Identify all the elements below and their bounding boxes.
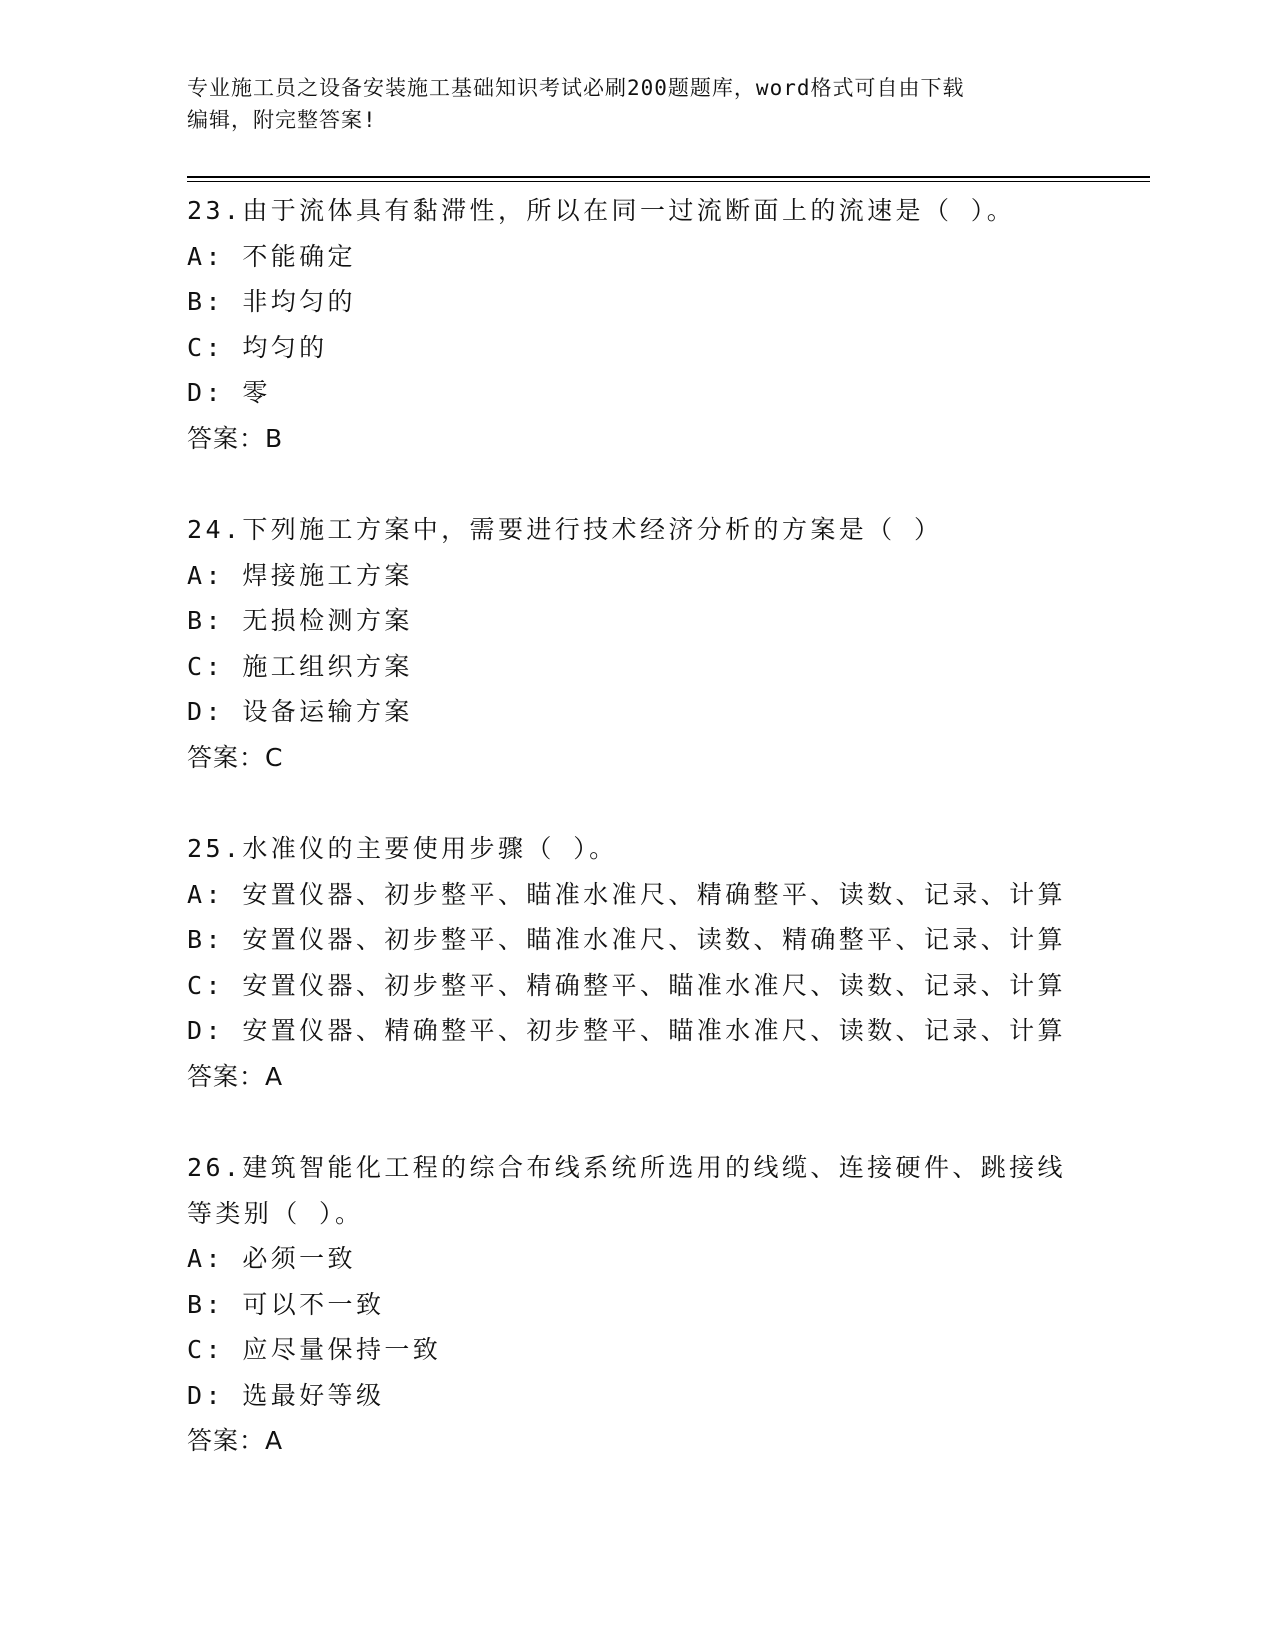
option-a: A: 必须一致 (187, 1244, 356, 1273)
question-25 (187, 826, 1087, 1099)
question-list (187, 188, 1087, 1510)
option-a: A: 焊接施工方案 (187, 560, 413, 590)
question-23 (187, 188, 1087, 461)
header-divider-thin (187, 181, 1150, 182)
option-a: A: 安置仪器、初步整平、瞄准水准尺、精确整平、读数、记录、计算 (187, 879, 1066, 909)
answer: 答案：A (187, 1426, 284, 1455)
option-d: D: 零 (187, 378, 271, 407)
option-b: B: 非均匀的 (187, 287, 356, 316)
option-c: C: 施工组织方案 (187, 651, 413, 681)
option-b: B: 可以不一致 (187, 1289, 385, 1319)
question-stem: 25.水准仪的主要使用步骤（ ）。 (187, 834, 618, 863)
header-line-1: 专业施工员之设备安装施工基础知识考试必刷200题题库，word格式可自由下载 (187, 76, 965, 100)
option-d: D: 设备运输方案 (187, 697, 413, 726)
option-b: B: 安置仪器、初步整平、瞄准水准尺、读数、精确整平、记录、计算 (187, 925, 1066, 954)
question-24 (187, 507, 1087, 780)
option-c: C: 安置仪器、初步整平、精确整平、瞄准水准尺、读数、记录、计算 (187, 970, 1066, 1000)
question-26 (187, 1145, 1087, 1464)
option-c: C: 均匀的 (187, 332, 328, 362)
option-a: A: 不能确定 (187, 241, 356, 271)
question-stem: 23.由于流体具有黏滞性，所以在同一过流断面上的流速是（ ）。 (187, 196, 1016, 225)
option-c: C: 应尽量保持一致 (187, 1335, 442, 1364)
answer: 答案：A (187, 1061, 284, 1091)
header-line-2: 编辑，附完整答案! (187, 108, 377, 132)
document-header (187, 72, 1067, 136)
option-b: B: 无损检测方案 (187, 606, 413, 635)
option-d: D: 安置仪器、精确整平、初步整平、瞄准水准尺、读数、记录、计算 (187, 1016, 1066, 1045)
option-d: D: 选最好等级 (187, 1380, 385, 1410)
answer: 答案：C (187, 742, 284, 772)
question-stem: 26.建筑智能化工程的综合布线系统所选用的线缆、连接硬件、跳接线等类别（ ）。 (187, 1153, 1066, 1228)
header-divider-thick (187, 176, 1150, 178)
question-stem: 24.下列施工方案中，需要进行技术经济分析的方案是（ ） (187, 515, 943, 544)
answer: 答案：B (187, 423, 284, 453)
